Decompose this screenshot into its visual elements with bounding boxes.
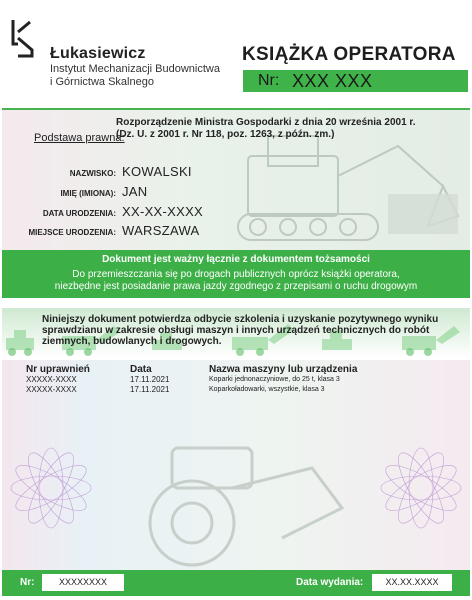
- front-footer-banner: [2, 250, 470, 298]
- security-rosette-right-icon: [376, 428, 466, 548]
- footer-nr-value: XXXXXXXX: [42, 574, 124, 591]
- row-1-date: 17.11.2021: [130, 375, 170, 384]
- certificate-text-line-2: sprawdzianu w zakresie obsługi maszyn i innych urządzeń technicznych do robót: [42, 325, 430, 336]
- certificate-text-line-3: ziemnych, budowlanych i drogowych.: [42, 336, 222, 347]
- footer-nr-label: Nr:: [20, 577, 35, 588]
- card-back: [2, 308, 470, 596]
- org-name: Łukasiewicz: [50, 45, 146, 62]
- birth-place-value: WARSZAWA: [122, 223, 200, 238]
- surname-value: KOWALSKI: [122, 164, 192, 179]
- legal-basis-label: Podstawa prawna:: [34, 132, 125, 144]
- back-footer-banner: [2, 570, 470, 596]
- document-number-value: XXX XXX: [292, 71, 373, 91]
- lukasiewicz-logo-icon: [10, 18, 36, 58]
- org-line-2: i Górnictwa Skalnego: [50, 76, 154, 88]
- surname-label: NAZWISKO:: [69, 169, 116, 178]
- birth-place-label: MIEJSCE URODZENIA:: [28, 228, 116, 237]
- birth-date-label: DATA URODZENIA:: [42, 209, 116, 218]
- validity-notice: Dokument jest ważny łącznie z dokumentem tożsamości: [102, 254, 370, 265]
- footer-issue-date-label: Data wydania:: [296, 577, 364, 588]
- first-name-value: JAN: [122, 184, 148, 199]
- row-2-machine: Koparkoładowarki, wszystkie, klasa 3: [209, 386, 325, 393]
- document-title: KSIĄŻKA OPERATORA: [242, 44, 456, 65]
- card-front: [2, 4, 470, 298]
- column-header-machine: Nazwa maszyny lub urządzenia: [209, 364, 358, 375]
- first-name-label: IMIĘ (IMIONA):: [60, 189, 116, 198]
- driving-notice-line-1: Do przemieszczania się po drogach publicznych oprócz książki operatora,: [72, 269, 400, 280]
- column-header-nr: Nr uprawnień: [26, 364, 90, 375]
- row-1-machine: Koparki jednonaczyniowe, do 25 t, klasa 3: [209, 376, 340, 383]
- certificate-text-line-1: Niniejszy dokument potwierdza odbycie szkolenia i uzyskanie pozytywnego wyniku: [42, 314, 439, 325]
- org-line-1: Instytut Mechanizacji Budownictwa: [50, 63, 220, 75]
- security-rosette-left-icon: [6, 428, 96, 548]
- legal-basis-reference: (Dz. U. z 2001 r. Nr 118, poz. 1263, z późn. zm.): [116, 129, 335, 140]
- row-2-nr: XXXXX-XXXX: [26, 385, 77, 394]
- footer-issue-date-value: XX.XX.XXXX: [372, 574, 452, 591]
- document-number-label: Nr:: [258, 72, 280, 89]
- legal-basis-title: Rozporządzenie Ministra Gospodarki z dnia 20 września 2001 r.: [116, 117, 416, 128]
- loader-background-illustration: [112, 428, 362, 568]
- column-header-date: Data: [130, 364, 152, 375]
- row-1-nr: XXXXX-XXXX: [26, 375, 77, 384]
- driving-notice-line-2: niezbędne jest posiadanie prawa jazdy zgodnego z przepisami o ruchu drogowym: [54, 281, 418, 292]
- row-2-date: 17.11.2021: [130, 385, 170, 394]
- birth-date-value: XX-XX-XXXX: [122, 204, 204, 219]
